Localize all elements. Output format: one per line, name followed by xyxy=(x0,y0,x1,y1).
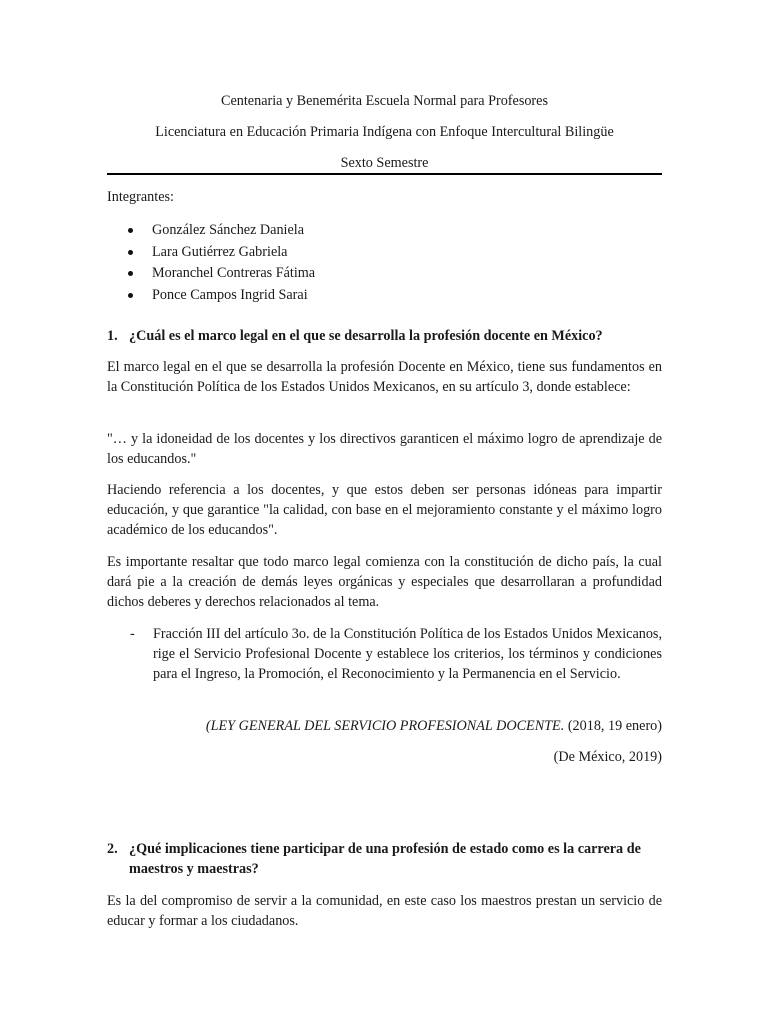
dash-list-item xyxy=(107,624,662,684)
members-list xyxy=(107,220,315,307)
bullet-icon xyxy=(128,250,133,255)
bullet-icon xyxy=(128,228,133,233)
header-divider xyxy=(107,173,662,175)
paragraph: El marco legal en el que se desarrolla la profesión Docente en México, tiene sus fundamentos en la Constitución Política de los Estados Unidos Mexicanos, en su artículo 3, donde establece: xyxy=(107,359,662,395)
semester-heading: Sexto Semestre xyxy=(340,155,429,171)
paragraph: Haciendo referencia a los docentes, y que estos deben ser personas idóneas para impartir educación, y que garantice "la calidad, con base en el mejoramiento constante y el máximo logro académico de los educandos". xyxy=(107,482,662,538)
question-text: ¿Cuál es el marco legal en el que se desarrolla la profesión docente en México? xyxy=(129,328,603,344)
members-label: Integrantes: xyxy=(107,189,174,205)
question-number: 2. xyxy=(107,841,118,857)
citation-law xyxy=(107,716,662,736)
list-item xyxy=(107,285,315,307)
question-1-heading xyxy=(107,326,662,346)
citation-date: (2018, 19 enero) xyxy=(564,718,662,734)
dash-item-text: Fracción III del artículo 3o. de la Constitución Política de los Estados Unidos Mexicanos, rige el Servicio Profesional Docente y establece los criterios, los términos y condiciones para el Ingreso, la Promoción, el Reconocimiento y la Permanencia en el Servicio. xyxy=(153,626,662,682)
degree-heading: Licenciatura en Educación Primaria Indígena con Enfoque Intercultural Bilingüe xyxy=(155,124,614,140)
member-name: González Sánchez Daniela xyxy=(152,222,305,238)
question-2-heading xyxy=(107,839,662,879)
bullet-icon xyxy=(128,293,133,298)
list-item xyxy=(107,242,315,264)
bullet-icon xyxy=(128,271,133,276)
quote-paragraph: "… y la idoneidad de los docentes y los directivos garanticen el máximo logro de aprendizaje de los educandos." xyxy=(107,431,662,467)
institution-heading: Centenaria y Benemérita Escuela Normal para Profesores xyxy=(221,93,548,109)
question-text: ¿Qué implicaciones tiene participar de una profesión de estado como es la carrera de maestros y maestras? xyxy=(129,841,641,877)
dash-marker: - xyxy=(130,626,135,642)
paragraph: Es importante resaltar que todo marco legal comienza con la constitución de dicho país, la cual dará pie a la creación de demás leyes orgánicas y especiales que desarrollaran a profundidad dichos deberes y derechos relacionados al tema. xyxy=(107,554,662,610)
member-name: Ponce Campos Ingrid Sarai xyxy=(152,287,308,304)
question-number: 1. xyxy=(107,328,118,344)
member-name: Lara Gutiérrez Gabriela xyxy=(152,243,288,260)
citation-source: (De México, 2019) xyxy=(553,749,662,765)
member-name: Moranchel Contreras Fátima xyxy=(152,265,316,282)
list-item xyxy=(107,220,315,242)
list-item xyxy=(107,263,315,285)
paragraph: Es la del compromiso de servir a la comunidad, en este caso los maestros prestan un servicio de educar y formar a los ciudadanos. xyxy=(107,893,662,929)
citation-title: (LEY GENERAL DEL SERVICIO PROFESIONAL DOCENTE. xyxy=(205,718,565,734)
